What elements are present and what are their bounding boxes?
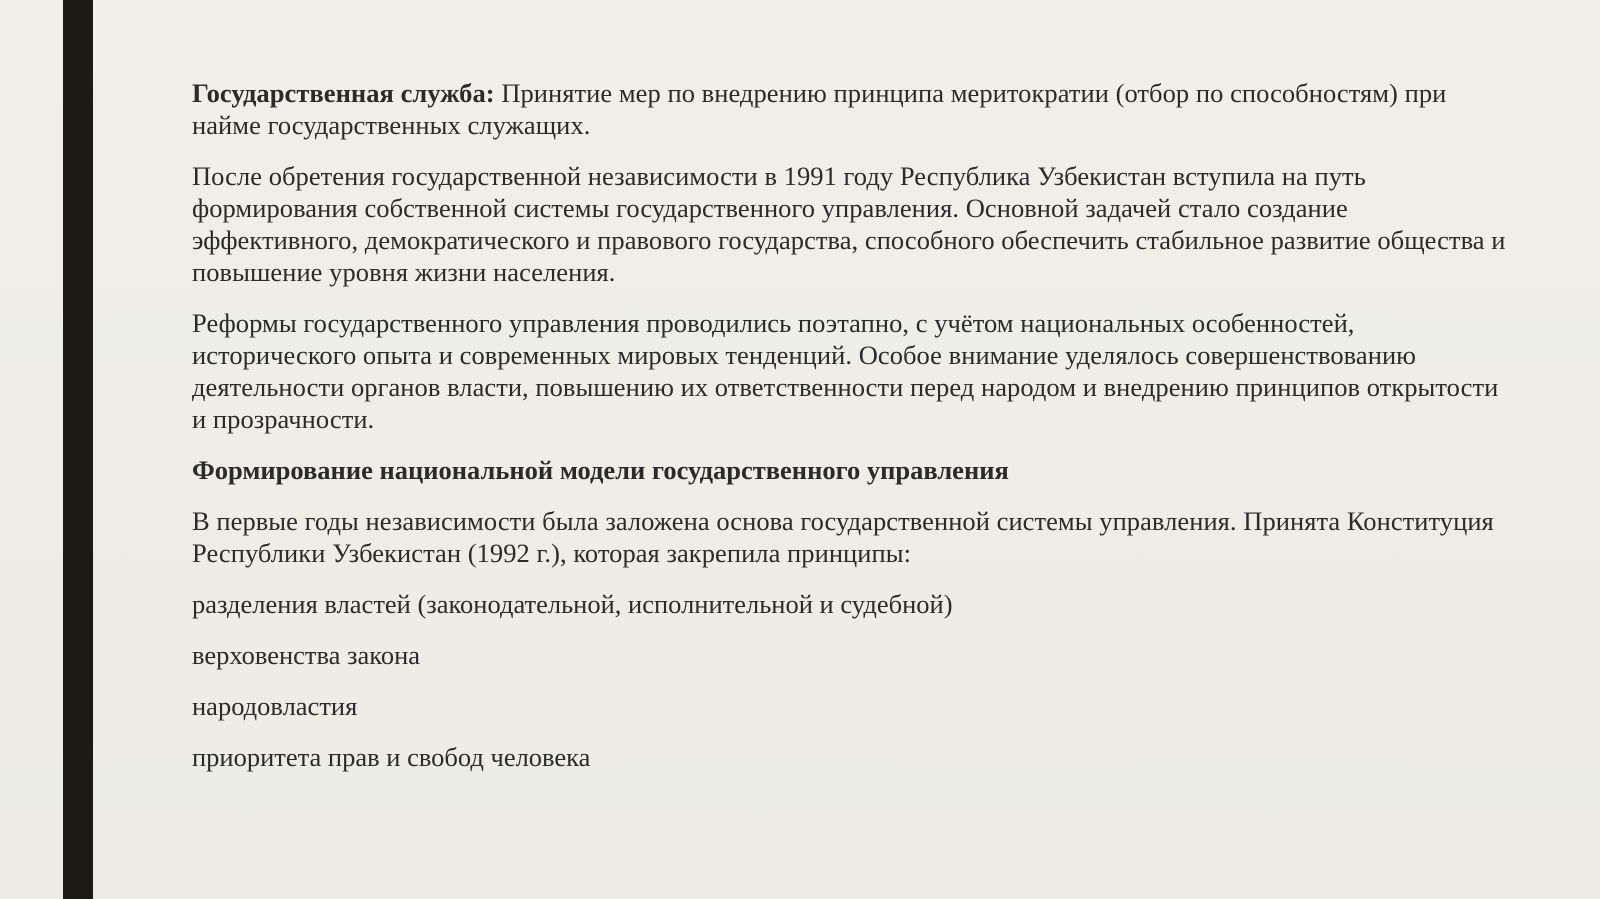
paragraph-independence: После обретения государственной независимости в 1991 году Республика Узбекистан вступила на путь формирования собственной системы государственного управления. Основной задачей стало создание эффективного, демократического и правового государства, способного обеспечить стабильное развитие общества и повышение уровня жизни населения. <box>192 161 1506 287</box>
section-heading: Формирование национальной модели государственного управления <box>192 455 1009 485</box>
principle-item: верховенства закона <box>192 640 421 670</box>
principle-item: приоритета прав и свобод человека <box>192 742 591 772</box>
paragraph-reforms: Реформы государственного управления проводились поэтапно, с учётом национальных особенностей, исторического опыта и современных мировых тенденций. Особое внимание уделялось совершенствованию деятельности органов власти, повышению их ответственности перед народом и внедрению принципов открытости и прозрачности. <box>192 308 1499 434</box>
intro-label: Государственная служба: <box>192 78 495 108</box>
paragraph-constitution: В первые годы независимости была заложена основа государственной системы управления. Принята Конституция Республики Узбекистан (1992 г.), которая закрепила принципы: <box>192 506 1494 568</box>
intro-paragraph <box>192 77 1512 141</box>
slide-content <box>192 77 1512 792</box>
principle-item: разделения властей (законодательной, исполнительной и судебной) <box>192 589 953 619</box>
principle-item: народовластия <box>192 691 358 721</box>
accent-bar <box>63 0 93 899</box>
intro-text: Принятие мер по внедрению принципа меритократии (отбор по способностям) при найме государственных служащих. <box>192 78 1447 140</box>
